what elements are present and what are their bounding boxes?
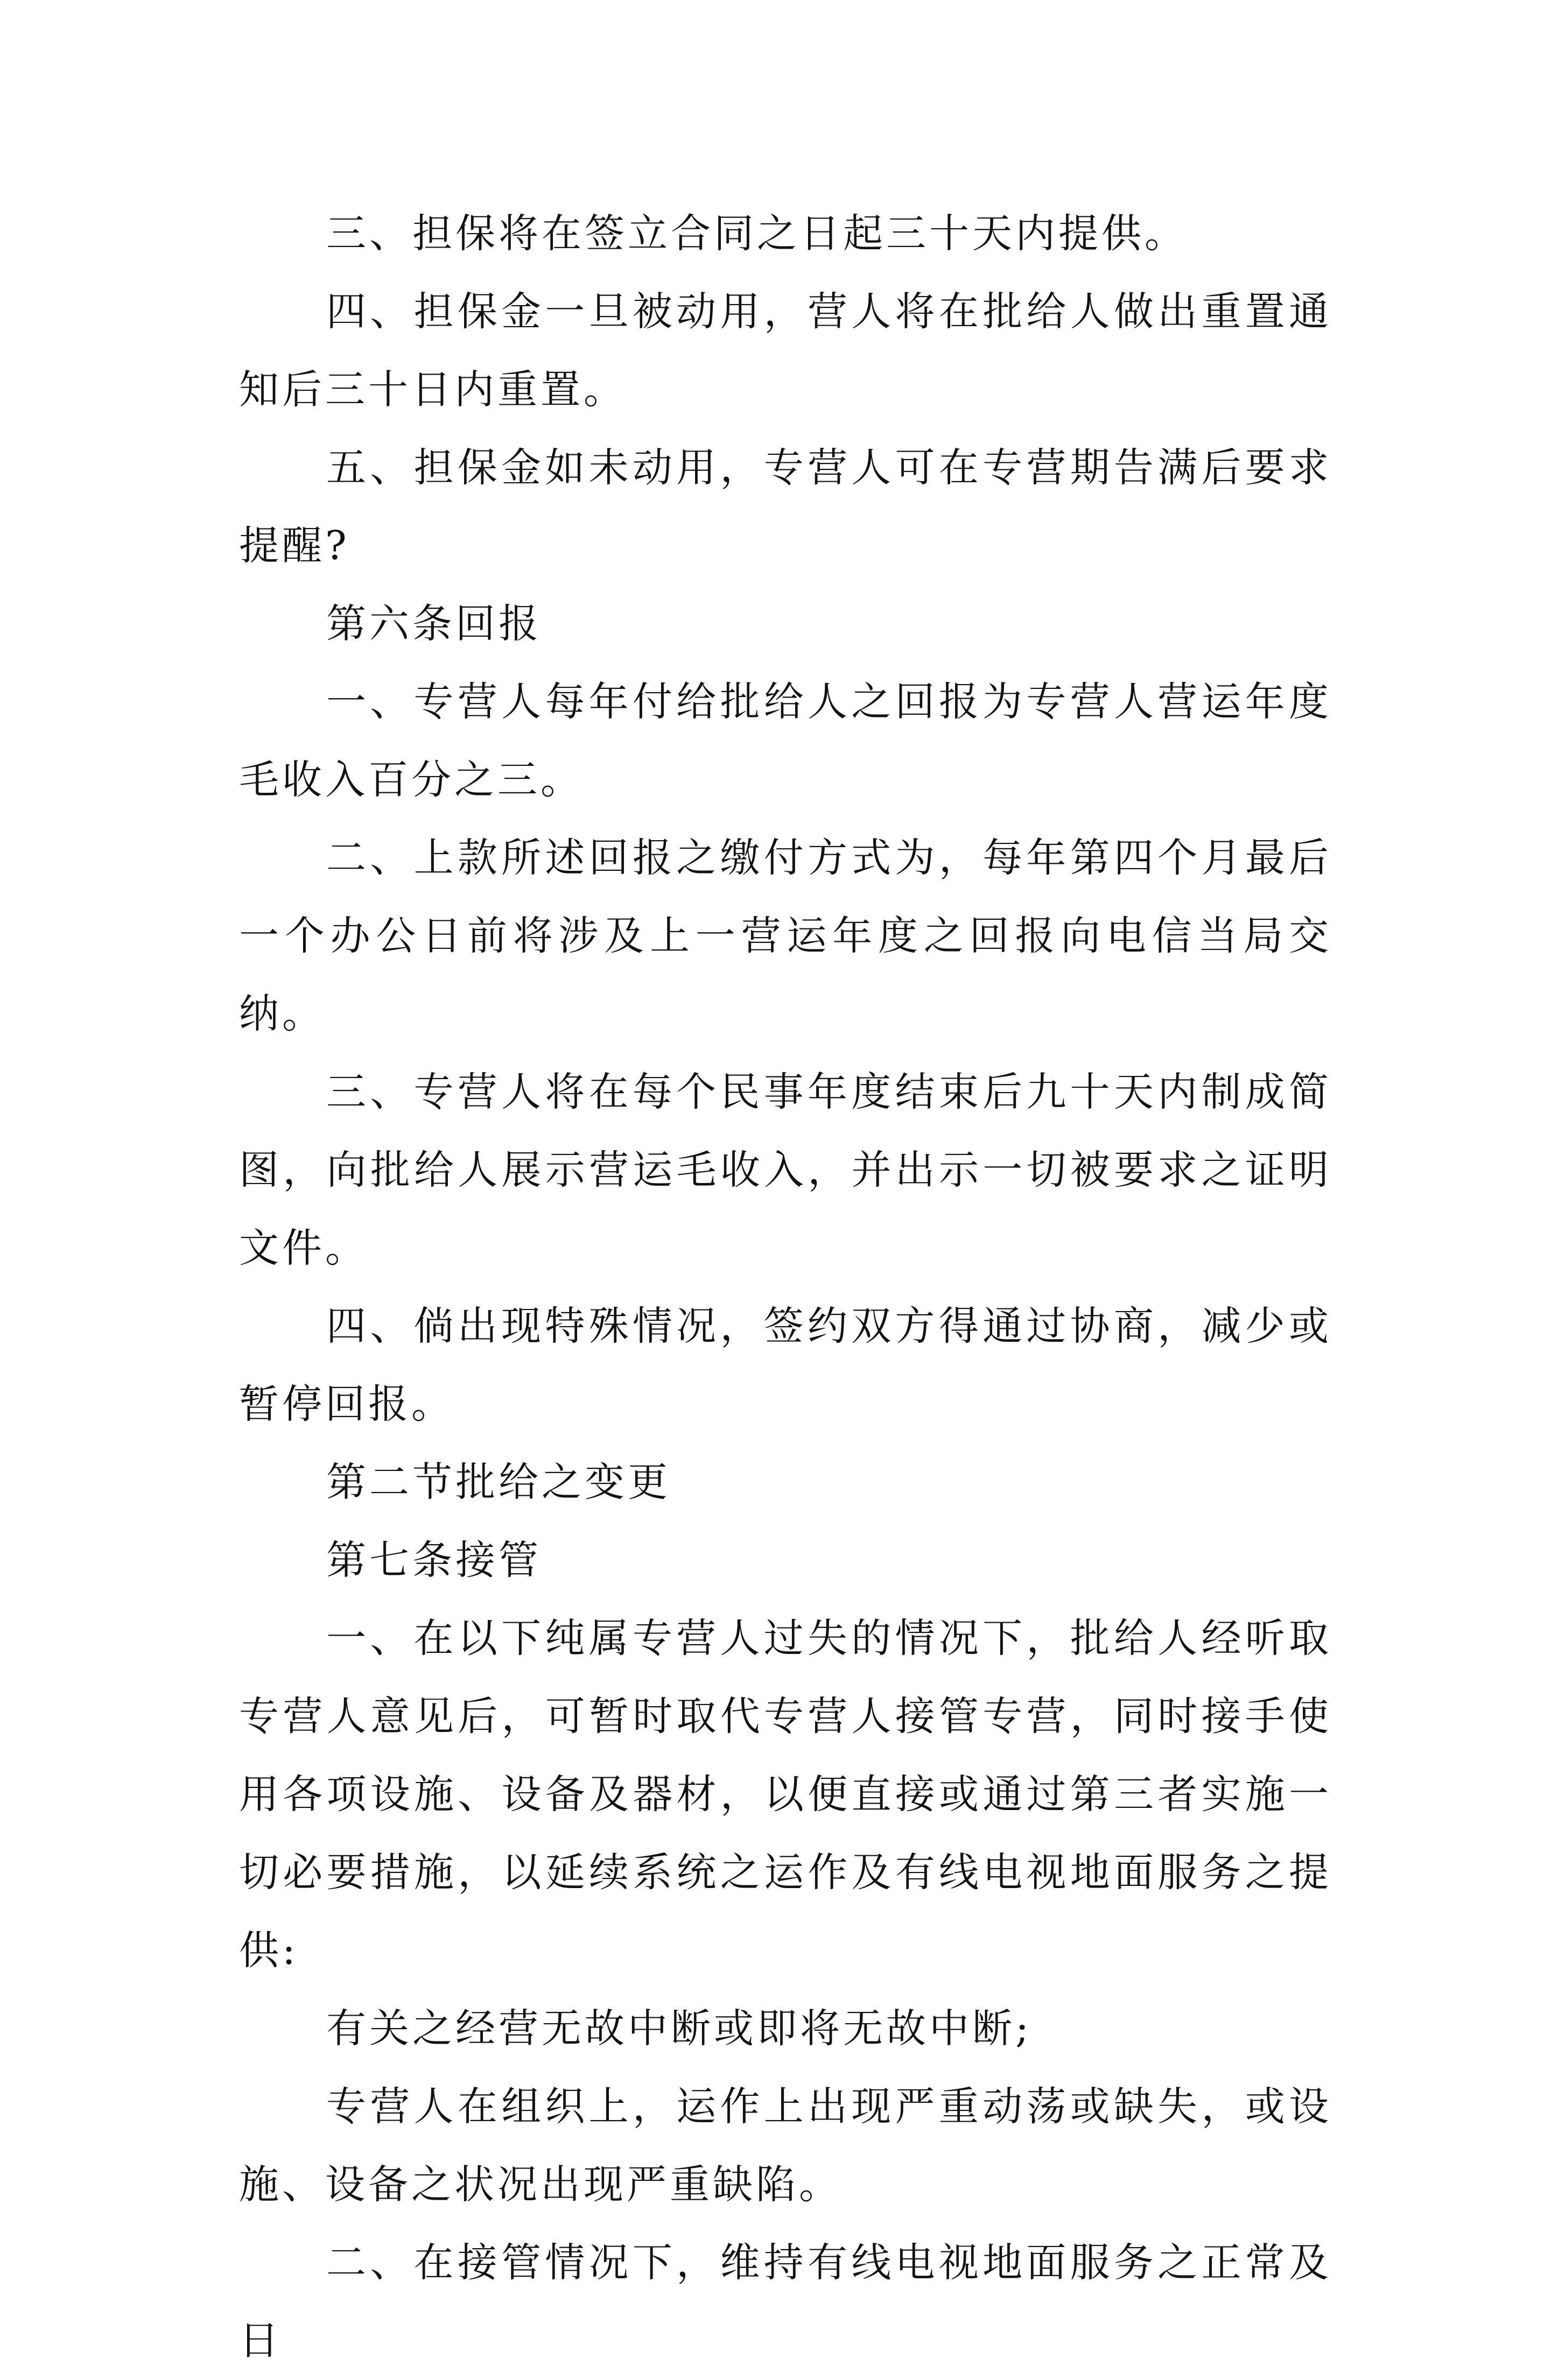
paragraph-guarantee-return: 五、担保金如未动用，专营人可在专营期告满后要求提醒? [239, 445, 1332, 569]
paragraph-guarantee-reset: 四、担保金一旦被动用，营人将在批给人做出重置通知后三十日内重置。 [239, 288, 1332, 413]
paragraph-takeover-conditions: 一、在以下纯属专营人过失的情况下，批给人经听取专营人意见后，可暂时取代专营人接管专营，同时接手使用各项设施、设备及器材，以便直接或通过第三者实施一切必要措施，以延续系统之运作及有线电视地面服务之提供: [239, 1615, 1332, 1974]
paragraph-takeover-service: 二、在接管情况下，维持有线电视地面服务之正常及日 [239, 2240, 1332, 2364]
article-seven-heading: 第七条接管 [326, 1537, 542, 1583]
paragraph-guarantee-provision: 三、担保将在签立合同之日起三十天内提供。 [326, 210, 1188, 257]
document-body [239, 195, 1332, 2380]
paragraph-return-reduction: 四、倘出现特殊情况，签约双方得通过协商，减少或暂停回报。 [239, 1303, 1332, 1427]
paragraph-takeover-case-one: 有关之经营无故中断或即将无故中断; [326, 2005, 1032, 2052]
paragraph-return-payment: 二、上款所述回报之缴付方式为，每年第四个月最后一个办公日前将涉及上一营运年度之回报向电信当局交纳。 [239, 835, 1332, 1037]
paragraph-return-rate: 一、专营人每年付给批给人之回报为专营人营运年度毛收入百分之三。 [239, 679, 1332, 803]
paragraph-takeover-case-two: 专营人在组织上，运作上出现严重动荡或缺失，或设施、设备之状况出现严重缺陷。 [239, 2083, 1332, 2208]
paragraph-return-report: 三、专营人将在每个民事年度结束后九十天内制成简图，向批给人展示营运毛收入，并出示一切被要求之证明文件。 [239, 1069, 1332, 1271]
section-two-heading: 第二节批给之变更 [326, 1459, 671, 1505]
article-six-heading: 第六条回报 [326, 601, 542, 647]
